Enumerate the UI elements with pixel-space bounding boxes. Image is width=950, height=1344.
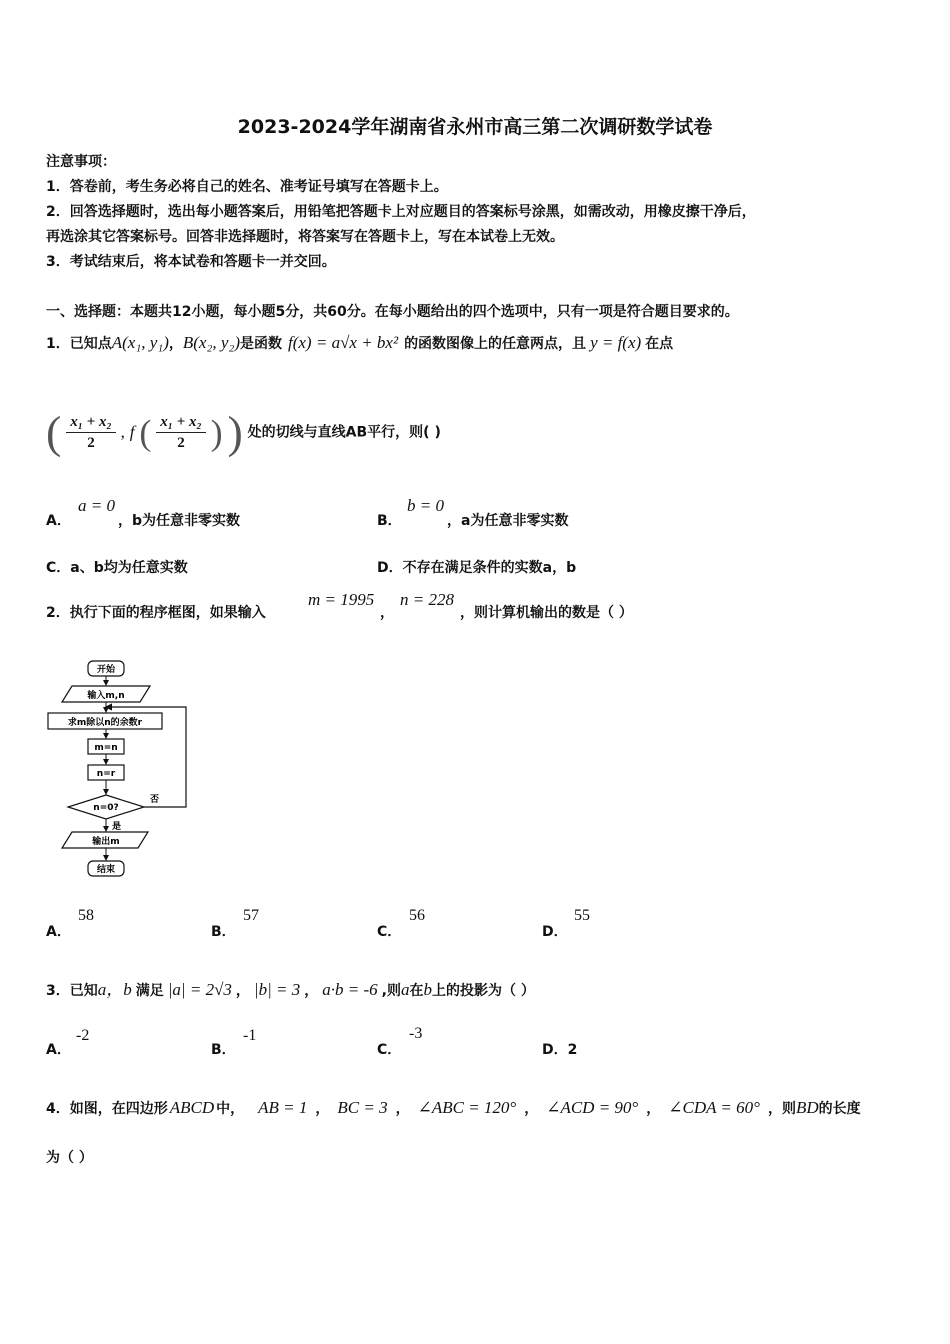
page-title: 2023-2024学年湖南省永州市高三第二次调研数学试卷 xyxy=(237,116,713,138)
q1-point-b: B(x₂, y₂) xyxy=(182,333,240,352)
q1-option-a[interactable]: A． xyxy=(46,513,71,529)
question-1-stem xyxy=(46,333,673,354)
q1-point-a: A(x₁, y₁) xyxy=(111,333,169,352)
q2-n-value: n = 228 xyxy=(400,590,454,609)
inner-left-paren: ( xyxy=(139,412,152,453)
q3-option-c[interactable]: C． xyxy=(377,1042,402,1058)
q4-cond-bc: BC = 3 xyxy=(337,1098,388,1117)
flow-assign-n-text: n=r xyxy=(96,769,116,779)
q1-comma: ， xyxy=(168,336,183,352)
q2-option-a[interactable]: A． xyxy=(46,924,71,940)
q4-cond-ab: AB = 1 xyxy=(258,1098,308,1117)
q1-is-func: 是函数 xyxy=(240,336,282,352)
q2-option-b-value: 57 xyxy=(243,907,259,924)
left-paren: ( xyxy=(46,406,62,458)
q3-cond-dot: a·b = -6 xyxy=(322,980,378,999)
q1-option-b-text: ，a为任意非零实数 xyxy=(447,513,569,529)
q4-cond-abc: ∠ABC = 120° xyxy=(417,1098,517,1117)
q3-option-a[interactable]: A． xyxy=(46,1042,71,1058)
q1-function: f(x) = a√x + bx² xyxy=(288,333,399,352)
flow-assign-m-text: m=n xyxy=(94,743,118,753)
q2-option-a-value: 58 xyxy=(78,907,94,924)
q3-b: b xyxy=(423,980,432,999)
q4-tail: 为（ ） xyxy=(46,1150,93,1166)
q1-at: 在点 xyxy=(645,336,674,352)
q3-option-b-value: -1 xyxy=(243,1027,257,1044)
notes-item-1: 1．答卷前，考生务必将自己的姓名、准考证号填写在答题卡上。 xyxy=(46,179,448,195)
q2-option-b[interactable]: B． xyxy=(211,924,236,940)
q1-option-c[interactable]: C．a、b均为任意实数 xyxy=(46,560,188,576)
q3-ab: a，b xyxy=(97,980,132,999)
flow-end-text: 结束 xyxy=(96,865,116,875)
notes-item-2b: 再选涂其它答案标号。回答非选择题时，将答案写在答题卡上，写在本试卷上无效。 xyxy=(46,229,564,245)
q1-option-b[interactable]: B． xyxy=(377,513,402,529)
q1-option-b-math: b = 0 xyxy=(407,496,444,515)
q2-tail: ，则计算机输出的数是（ ） xyxy=(460,605,633,621)
q2-comma: ， xyxy=(380,605,394,621)
q2-option-c-value: 56 xyxy=(409,907,425,924)
flow-input-text: 输入m,n xyxy=(87,691,125,701)
q4-cond-cda: ∠CDA = 60° xyxy=(668,1098,760,1117)
notes-item-3: 3．考试结束后，将本试卷和答题卡一并交回。 xyxy=(46,254,336,270)
q3-option-d[interactable]: D．2 xyxy=(542,1042,578,1058)
q1-frac-x: $\frac{\text{x₁ + x₂}}{2}$ xyxy=(66,412,116,453)
q3-option-a-value: -2 xyxy=(76,1027,90,1044)
flow-output-text: 输出m xyxy=(92,837,120,847)
q4-bd: BD xyxy=(795,1098,819,1117)
flow-remainder-text: 求m除以n的余数r xyxy=(67,718,143,728)
q1-y-fx: y = f(x) xyxy=(590,333,642,352)
q3-cond-b: |b| = 3 xyxy=(253,980,301,999)
q3-option-c-value: -3 xyxy=(409,1025,423,1042)
q1-tail: 处的切线与直线AB平行，则( ) xyxy=(247,424,441,441)
q2-option-d[interactable]: D． xyxy=(542,924,568,940)
q2-option-c[interactable]: C． xyxy=(377,924,402,940)
right-paren: ) xyxy=(227,406,243,458)
section-header: 一、选择题：本题共12小题，每小题5分，共60分。在每小题给出的四个选项中，只有一项是符合题目要求的。 xyxy=(46,304,739,320)
q2-m-value: m = 1995 xyxy=(308,590,375,609)
flow-start-text: 开始 xyxy=(96,665,116,675)
question-4-stem: 4．如图，在四边形 ABCD 中， AB = 1 ， BC = 3 ， ∠ABC = 120° ， ∠ACD = 90° ， ∠CDA = 60° ，则BD的长度 xyxy=(46,1098,861,1117)
q1-option-a-math: a = 0 xyxy=(78,496,115,515)
q4-cond-acd: ∠ACD = 90° xyxy=(546,1098,639,1117)
q3-option-b[interactable]: B． xyxy=(211,1042,236,1058)
flow-condition-text: n=0? xyxy=(93,803,119,813)
q1-mid: 的函数图像上的任意两点，且 xyxy=(404,336,587,352)
q4-abcd: ABCD xyxy=(169,1098,215,1117)
q1-option-a-text: ，b为任意非零实数 xyxy=(118,513,241,529)
notes-heading: 注意事项： xyxy=(46,154,116,170)
flow-no-label: 否 xyxy=(150,795,160,805)
notes-item-2a: 2．回答选择题时，选出每小题答案后，用铅笔把答题卡上对应题目的答案标号涂黑，如需改动，用橡皮擦干净后， xyxy=(46,204,756,220)
q1-option-d[interactable]: D．不存在满足条件的实数a，b xyxy=(377,560,577,576)
q2-prefix: 2．执行下面的程序框图，如果输入 xyxy=(46,605,266,621)
q1-prefix: 1．已知点 xyxy=(46,336,112,352)
question-3-stem: 3．已知a，b 满足 |a| = 2√3 ， |b| = 3 ， a·b = -6 ,则a在b上的投影为（ ） xyxy=(46,980,535,999)
question-1-point: ( $\frac{\text{x₁ + x₂}}{2}$ , f ( $\frac{\text{x₁ + x₂}}{2}$ ) ) 处的切线与直线AB平行，则( ) xyxy=(46,406,441,458)
q2-option-d-value: 55 xyxy=(574,907,590,924)
q3-cond-a: |a| = 2√3 xyxy=(167,980,232,999)
q1-f-label: f xyxy=(129,422,135,442)
flow-yes-label: 是 xyxy=(112,822,122,832)
inner-right-paren: ) xyxy=(210,412,223,453)
q1-frac-fx: $\frac{\text{x₁ + x₂}}{2}$ xyxy=(156,412,206,453)
q3-a: a xyxy=(400,980,410,999)
program-flowchart xyxy=(40,655,200,885)
